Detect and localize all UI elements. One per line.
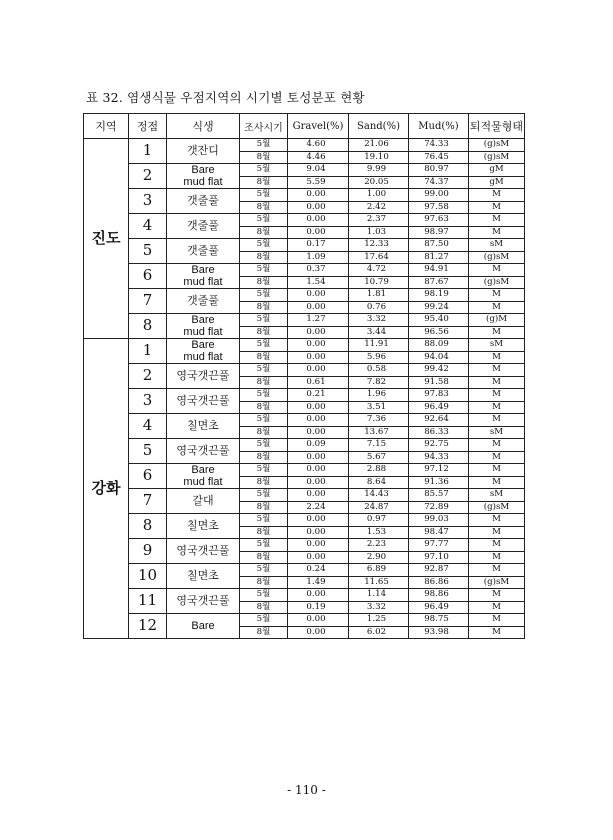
survey-month-cell: 5월 [240,464,288,477]
survey-month-cell: 8월 [240,401,288,414]
gravel-cell: 0.21 [288,389,349,402]
table-row [84,589,525,602]
mud-cell: 74.37 [409,176,469,189]
gravel-cell: 0.00 [288,414,349,427]
vegetation-cell: Bare mud flat [167,264,240,289]
gravel-cell: 0.00 [288,189,349,202]
mud-cell: 72.89 [409,501,469,514]
table-row [84,239,525,252]
mud-cell: 98.75 [409,614,469,627]
site-number-cell: 8 [129,314,167,339]
site-number-cell: 11 [129,589,167,614]
gravel-cell: 1.09 [288,251,349,264]
survey-month-cell: 5월 [240,514,288,527]
mud-cell: 98.97 [409,226,469,239]
mud-cell: 94.33 [409,451,469,464]
table-row [84,314,525,327]
sand-cell: 2.90 [349,551,409,564]
sand-cell: 5.96 [349,351,409,364]
mud-cell: 91.36 [409,476,469,489]
survey-month-cell: 5월 [240,189,288,202]
sand-cell: 1.14 [349,589,409,602]
table-row [84,164,525,177]
sand-cell: 7.82 [349,376,409,389]
table-row [84,139,525,152]
survey-month-cell: 5월 [240,314,288,327]
vegetation-cell: 갯줄풀 [167,289,240,314]
mud-cell: 85.57 [409,489,469,502]
table-row [84,464,525,477]
sediment-type-cell: M [469,539,525,552]
gravel-cell: 0.00 [288,451,349,464]
table-caption: 표 32. 염생식물 우점지역의 시기별 토성분포 현황 [86,90,365,105]
sand-cell: 7.15 [349,439,409,452]
sediment-type-cell: M [469,601,525,614]
sediment-type-cell: (g)sM [469,276,525,289]
mud-cell: 91.58 [409,376,469,389]
gravel-cell: 4.46 [288,151,349,164]
sand-cell: 1.25 [349,614,409,627]
survey-month-cell: 8월 [240,201,288,214]
survey-month-cell: 8월 [240,251,288,264]
survey-month-cell: 8월 [240,576,288,589]
gravel-cell: 0.24 [288,564,349,577]
sand-cell: 0.58 [349,364,409,377]
region-cell: 강화 [84,339,129,639]
gravel-cell: 0.00 [288,464,349,477]
mud-cell: 87.50 [409,239,469,252]
site-number-cell: 1 [129,139,167,164]
site-number-cell: 6 [129,464,167,489]
sediment-type-cell: M [469,526,525,539]
survey-month-cell: 8월 [240,176,288,189]
mud-cell: 92.75 [409,439,469,452]
mud-cell: 92.64 [409,414,469,427]
gravel-cell: 0.00 [288,476,349,489]
table-row [84,489,525,502]
sediment-type-cell: (g)sM [469,251,525,264]
sediment-type-cell: M [469,626,525,639]
mud-cell: 88.09 [409,339,469,352]
table-row [84,289,525,302]
sand-cell: 2.23 [349,539,409,552]
sand-cell: 14.43 [349,489,409,502]
sediment-type-cell: M [469,464,525,477]
region-cell: 진도 [84,139,129,339]
table-row [84,564,525,577]
vegetation-cell: 칠면초 [167,564,240,589]
survey-month-cell: 8월 [240,376,288,389]
mud-cell: 96.56 [409,326,469,339]
table-row [84,389,525,402]
survey-month-cell: 5월 [240,164,288,177]
vegetation-cell: 갯줄풀 [167,189,240,214]
soil-texture-table [83,113,525,639]
vegetation-cell: Bare mud flat [167,164,240,189]
vegetation-cell: 칠면초 [167,514,240,539]
header-site: 정점 [129,114,167,139]
gravel-cell: 1.54 [288,276,349,289]
gravel-cell: 5.59 [288,176,349,189]
site-number-cell: 3 [129,389,167,414]
site-number-cell: 8 [129,514,167,539]
sediment-type-cell: M [469,364,525,377]
survey-month-cell: 8월 [240,301,288,314]
gravel-cell: 0.00 [288,214,349,227]
sand-cell: 8.64 [349,476,409,489]
mud-cell: 97.77 [409,539,469,552]
site-number-cell: 12 [129,614,167,639]
sand-cell: 6.89 [349,564,409,577]
survey-month-cell: 8월 [240,151,288,164]
sand-cell: 12.33 [349,239,409,252]
site-number-cell: 5 [129,439,167,464]
survey-month-cell: 5월 [240,564,288,577]
survey-month-cell: 8월 [240,501,288,514]
table-row [84,514,525,527]
gravel-cell: 0.00 [288,201,349,214]
gravel-cell: 2.24 [288,501,349,514]
mud-cell: 99.24 [409,301,469,314]
mud-cell: 99.00 [409,189,469,202]
table-row [84,339,525,352]
sediment-type-cell: M [469,564,525,577]
table-row [84,214,525,227]
sand-cell: 0.76 [349,301,409,314]
sand-cell: 19.10 [349,151,409,164]
survey-month-cell: 5월 [240,439,288,452]
mud-cell: 96.49 [409,401,469,414]
sediment-type-cell: (g)sM [469,139,525,152]
sediment-type-cell: M [469,351,525,364]
survey-month-cell: 8월 [240,626,288,639]
sand-cell: 1.96 [349,389,409,402]
sediment-type-cell: M [469,476,525,489]
gravel-cell: 0.00 [288,614,349,627]
site-number-cell: 4 [129,414,167,439]
sand-cell: 1.03 [349,226,409,239]
gravel-cell: 1.49 [288,576,349,589]
sediment-type-cell: M [469,301,525,314]
gravel-cell: 0.00 [288,489,349,502]
mud-cell: 87.67 [409,276,469,289]
vegetation-cell: 갈대 [167,489,240,514]
sand-cell: 24.87 [349,501,409,514]
mud-cell: 86.86 [409,576,469,589]
sand-cell: 9.99 [349,164,409,177]
survey-month-cell: 8월 [240,551,288,564]
survey-month-cell: 5월 [240,614,288,627]
sediment-type-cell: M [469,389,525,402]
sediment-type-cell: M [469,589,525,602]
header-vegetation: 식생 [167,114,240,139]
header-gravel: Gravel(%) [288,114,349,139]
gravel-cell: 0.00 [288,364,349,377]
mud-cell: 86.33 [409,426,469,439]
table-row [84,614,525,627]
gravel-cell: 4.60 [288,139,349,152]
survey-month-cell: 5월 [240,214,288,227]
survey-month-cell: 8월 [240,276,288,289]
gravel-cell: 0.00 [288,589,349,602]
survey-month-cell: 8월 [240,601,288,614]
site-number-cell: 2 [129,164,167,189]
vegetation-cell: Bare mud flat [167,314,240,339]
mud-cell: 98.86 [409,589,469,602]
site-number-cell: 7 [129,289,167,314]
header-mud: Mud(%) [409,114,469,139]
mud-cell: 97.12 [409,464,469,477]
sand-cell: 1.00 [349,189,409,202]
table-row [84,364,525,377]
survey-month-cell: 5월 [240,264,288,277]
mud-cell: 97.10 [409,551,469,564]
sediment-type-cell: M [469,439,525,452]
site-number-cell: 7 [129,489,167,514]
gravel-cell: 0.00 [288,301,349,314]
site-number-cell: 9 [129,539,167,564]
sand-cell: 4.72 [349,264,409,277]
sand-cell: 2.88 [349,464,409,477]
vegetation-cell: 영국갯끈풀 [167,589,240,614]
site-number-cell: 6 [129,264,167,289]
sand-cell: 11.65 [349,576,409,589]
vegetation-cell: 갯줄풀 [167,239,240,264]
vegetation-cell: 영국갯끈풀 [167,539,240,564]
survey-month-cell: 8월 [240,451,288,464]
survey-month-cell: 5월 [240,414,288,427]
survey-month-cell: 5월 [240,364,288,377]
table-row [84,414,525,427]
survey-month-cell: 8월 [240,326,288,339]
table-row [84,539,525,552]
gravel-cell: 0.00 [288,551,349,564]
gravel-cell: 0.00 [288,351,349,364]
mud-cell: 96.49 [409,601,469,614]
mud-cell: 92.87 [409,564,469,577]
sand-cell: 2.42 [349,201,409,214]
mud-cell: 97.83 [409,389,469,402]
header-region: 지역 [84,114,129,139]
sediment-type-cell: M [469,614,525,627]
survey-month-cell: 5월 [240,139,288,152]
mud-cell: 99.42 [409,364,469,377]
mud-cell: 94.91 [409,264,469,277]
sediment-type-cell: sM [469,239,525,252]
sand-cell: 3.51 [349,401,409,414]
site-number-cell: 2 [129,364,167,389]
sediment-type-cell: M [469,326,525,339]
header-sand: Sand(%) [349,114,409,139]
survey-month-cell: 8월 [240,226,288,239]
sediment-type-cell: M [469,551,525,564]
survey-month-cell: 5월 [240,539,288,552]
vegetation-cell: Bare [167,614,240,639]
sediment-type-cell: (g)sM [469,576,525,589]
mud-cell: 98.19 [409,289,469,302]
sand-cell: 1.53 [349,526,409,539]
gravel-cell: 1.27 [288,314,349,327]
vegetation-cell: Bare mud flat [167,464,240,489]
survey-month-cell: 5월 [240,489,288,502]
sediment-type-cell: (g)sM [469,501,525,514]
mud-cell: 94.04 [409,351,469,364]
sediment-type-cell: gM [469,164,525,177]
gravel-cell: 0.00 [288,526,349,539]
mud-cell: 95.40 [409,314,469,327]
sediment-type-cell: M [469,189,525,202]
sediment-type-cell: gM [469,176,525,189]
survey-month-cell: 8월 [240,351,288,364]
gravel-cell: 0.00 [288,339,349,352]
sediment-type-cell: M [469,226,525,239]
gravel-cell: 0.17 [288,239,349,252]
survey-month-cell: 5월 [240,289,288,302]
vegetation-cell: Bare mud flat [167,339,240,364]
sand-cell: 2.37 [349,214,409,227]
header-survey-period: 조사시기 [240,114,288,139]
table-row [84,439,525,452]
sediment-type-cell: M [469,289,525,302]
sediment-type-cell: sM [469,426,525,439]
gravel-cell: 0.00 [288,514,349,527]
vegetation-cell: 영국갯끈풀 [167,364,240,389]
table-row [84,189,525,202]
sand-cell: 1.81 [349,289,409,302]
gravel-cell: 0.00 [288,426,349,439]
sand-cell: 21.06 [349,139,409,152]
gravel-cell: 0.37 [288,264,349,277]
table-row [84,264,525,277]
survey-month-cell: 5월 [240,239,288,252]
sediment-type-cell: M [469,401,525,414]
survey-month-cell: 5월 [240,589,288,602]
mud-cell: 98.47 [409,526,469,539]
vegetation-cell: 칠면초 [167,414,240,439]
sediment-type-cell: sM [469,489,525,502]
header-sediment-type: 퇴적물형태 [469,114,525,139]
sediment-type-cell: M [469,264,525,277]
sediment-type-cell: (g)M [469,314,525,327]
gravel-cell: 0.00 [288,626,349,639]
sediment-type-cell: (g)sM [469,151,525,164]
survey-month-cell: 8월 [240,526,288,539]
sand-cell: 17.64 [349,251,409,264]
site-number-cell: 3 [129,189,167,214]
sand-cell: 3.32 [349,314,409,327]
site-number-cell: 4 [129,214,167,239]
sand-cell: 6.02 [349,626,409,639]
gravel-cell: 0.00 [288,401,349,414]
sand-cell: 5.67 [349,451,409,464]
sediment-type-cell: M [469,214,525,227]
survey-month-cell: 5월 [240,389,288,402]
sand-cell: 0.97 [349,514,409,527]
sand-cell: 20.05 [349,176,409,189]
survey-month-cell: 8월 [240,476,288,489]
sand-cell: 10.79 [349,276,409,289]
gravel-cell: 0.19 [288,601,349,614]
gravel-cell: 0.00 [288,326,349,339]
vegetation-cell: 갯줄풀 [167,214,240,239]
sand-cell: 13.67 [349,426,409,439]
gravel-cell: 0.61 [288,376,349,389]
sediment-type-cell: sM [469,339,525,352]
mud-cell: 80.97 [409,164,469,177]
survey-month-cell: 5월 [240,339,288,352]
mud-cell: 93.98 [409,626,469,639]
sand-cell: 11.91 [349,339,409,352]
sediment-type-cell: M [469,201,525,214]
vegetation-cell: 영국갯끈풀 [167,439,240,464]
sand-cell: 7.36 [349,414,409,427]
vegetation-cell: 영국갯끈풀 [167,389,240,414]
sand-cell: 3.44 [349,326,409,339]
mud-cell: 97.63 [409,214,469,227]
sediment-type-cell: M [469,514,525,527]
gravel-cell: 0.09 [288,439,349,452]
mud-cell: 74.33 [409,139,469,152]
mud-cell: 76.45 [409,151,469,164]
gravel-cell: 0.00 [288,539,349,552]
mud-cell: 81.27 [409,251,469,264]
sediment-type-cell: M [469,414,525,427]
gravel-cell: 0.00 [288,289,349,302]
gravel-cell: 0.00 [288,226,349,239]
site-number-cell: 5 [129,239,167,264]
sediment-type-cell: M [469,451,525,464]
header-row [84,114,525,139]
mud-cell: 99.03 [409,514,469,527]
site-number-cell: 1 [129,339,167,364]
page-number: - 110 - [287,783,326,797]
sand-cell: 3.32 [349,601,409,614]
gravel-cell: 9.04 [288,164,349,177]
mud-cell: 97.58 [409,201,469,214]
sediment-type-cell: M [469,376,525,389]
vegetation-cell: 갯잔디 [167,139,240,164]
survey-month-cell: 8월 [240,426,288,439]
site-number-cell: 10 [129,564,167,589]
